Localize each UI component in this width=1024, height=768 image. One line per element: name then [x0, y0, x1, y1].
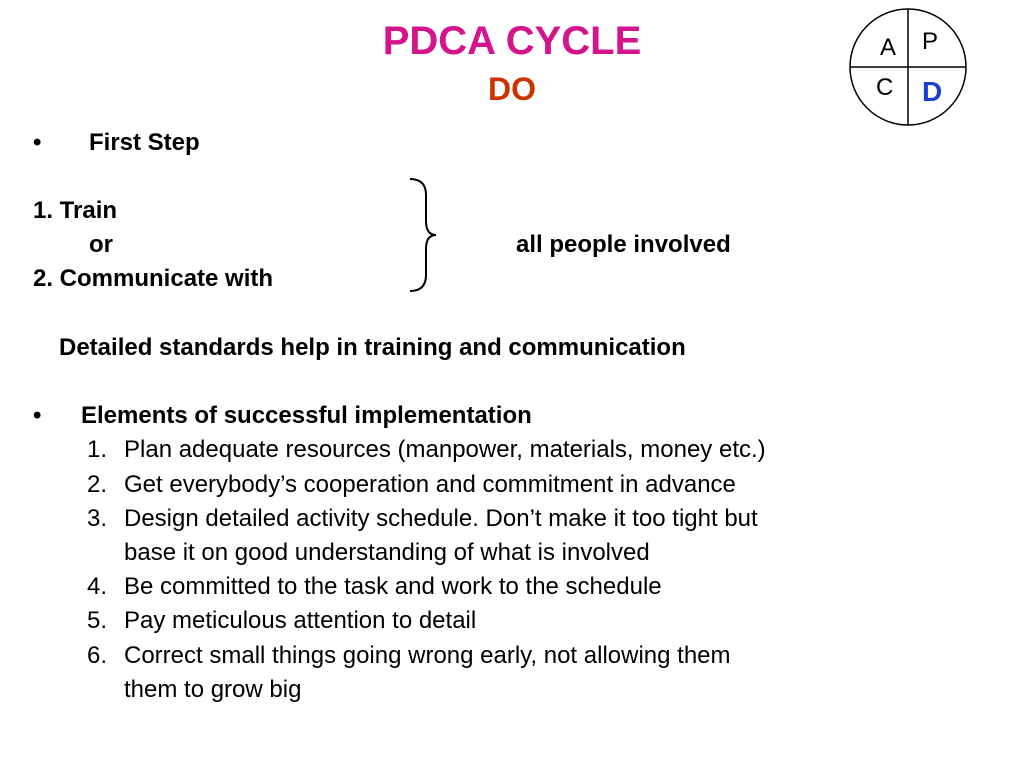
step-train: 1. Train	[33, 197, 118, 224]
standards-note: Detailed standards help in training and communication	[59, 334, 686, 361]
all-people-involved: all people involved	[516, 231, 731, 258]
list-item-text: Be committed to the task and work to the schedule	[124, 573, 662, 600]
list-item-text: Get everybody’s cooperation and commitment in advance	[124, 471, 736, 498]
list-item-text: Design detailed activity schedule. Don’t make it too tight but	[124, 505, 758, 532]
quadrant-label-act: A	[880, 34, 897, 61]
list-item-text-continued: base it on good understanding of what is involved	[124, 539, 650, 566]
quadrant-label-do: D	[922, 76, 943, 107]
first-step-heading: First Step	[89, 129, 200, 156]
list-item-number: 1.	[87, 436, 108, 463]
quadrant-label-check: C	[876, 74, 894, 101]
list-item-text-continued: them to grow big	[124, 676, 302, 703]
pdca-cycle-diagram	[848, 7, 968, 127]
bullet-first-step: •	[33, 129, 42, 156]
list-item-number: 2.	[87, 471, 108, 498]
elements-heading: Elements of successful implementation	[81, 402, 532, 429]
list-item-text: Correct small things going wrong early, not allowing them	[124, 642, 731, 669]
step-connector-or: or	[89, 231, 113, 258]
list-item-number: 5.	[87, 607, 108, 634]
page-subtitle: DO	[488, 71, 536, 107]
list-item-text: Pay meticulous attention to detail	[124, 607, 477, 634]
list-item-number: 3.	[87, 505, 108, 532]
quadrant-label-plan: P	[922, 28, 939, 55]
list-item-number: 4.	[87, 573, 108, 600]
pdca-circle-graphic	[848, 7, 968, 127]
list-item-number: 6.	[87, 642, 108, 669]
list-item-text: Plan adequate resources (manpower, materials, money etc.)	[124, 436, 766, 463]
bullet-elements: •	[33, 402, 42, 429]
page-title: PDCA CYCLE	[382, 19, 642, 63]
step-communicate: 2. Communicate with	[33, 265, 274, 292]
curly-brace	[404, 177, 440, 293]
